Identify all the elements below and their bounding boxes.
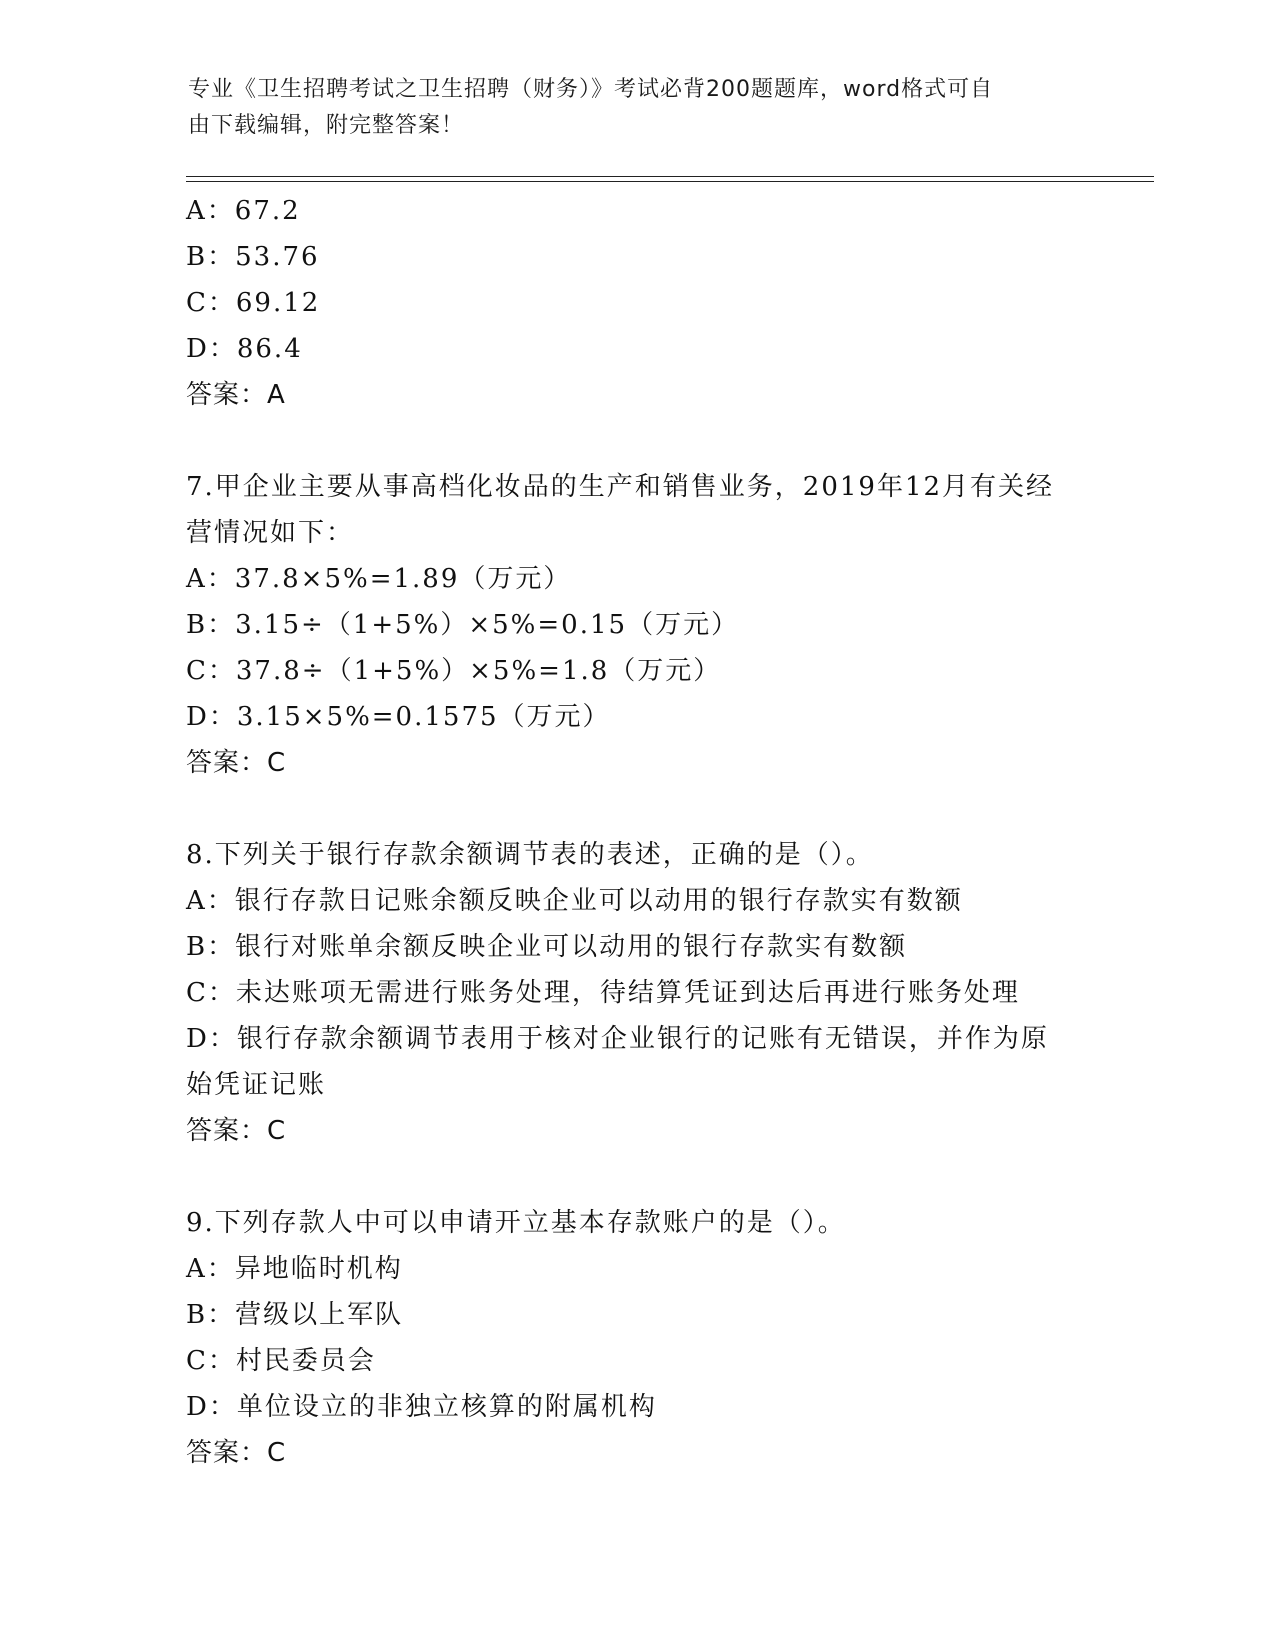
question-content bbox=[186, 188, 1086, 1476]
question-stem-line: 营情况如下： bbox=[186, 518, 355, 548]
option-a: A：银行存款日记账余额反映企业可以动用的银行存款实有数额 bbox=[186, 886, 963, 916]
header-line-1: 专业《卫生招聘考试之卫生招聘（财务）》考试必背200题题库，word格式可自 bbox=[188, 77, 994, 102]
spacer bbox=[186, 1154, 1086, 1200]
header-divider-top bbox=[186, 176, 1154, 177]
option-c: C：69.12 bbox=[186, 288, 321, 318]
question-9-block bbox=[186, 1200, 1086, 1476]
answer-line: 答案：C bbox=[186, 1116, 287, 1146]
question-stem-line: 9.下列存款人中可以申请开立基本存款账户的是（）。 bbox=[186, 1208, 846, 1238]
question-7-block bbox=[186, 464, 1086, 786]
option-a: A：67.2 bbox=[186, 196, 301, 226]
option-a: A：异地临时机构 bbox=[186, 1254, 403, 1284]
option-d: D：86.4 bbox=[186, 334, 303, 364]
answer-line: 答案：C bbox=[186, 1438, 287, 1468]
header-divider-bottom bbox=[186, 181, 1154, 182]
answer-line: 答案：C bbox=[186, 748, 287, 778]
header-line-2: 由下载编辑，附完整答案！ bbox=[188, 113, 465, 138]
option-c: C：37.8÷（1+5%）×5%=1.8（万元） bbox=[186, 656, 722, 686]
option-d: D：3.15×5%=0.1575（万元） bbox=[186, 702, 611, 732]
spacer bbox=[186, 786, 1086, 832]
option-a: A：37.8×5%=1.89（万元） bbox=[186, 564, 572, 594]
option-d: D：银行存款余额调节表用于核对企业银行的记账有无错误，并作为原 bbox=[186, 1024, 1049, 1054]
option-d-continued: 始凭证记账 bbox=[186, 1070, 327, 1100]
option-b: B：营级以上军队 bbox=[186, 1300, 404, 1330]
option-b: B：银行对账单余额反映企业可以动用的银行存款实有数额 bbox=[186, 932, 908, 962]
question-stem-line: 7.甲企业主要从事高档化妆品的生产和销售业务，2019年12月有关经 bbox=[186, 472, 1055, 502]
spacer bbox=[186, 418, 1086, 464]
answer-line: 答案：A bbox=[186, 380, 286, 410]
option-c: C：未达账项无需进行账务处理，待结算凭证到达后再进行账务处理 bbox=[186, 978, 1020, 1008]
option-c: C：村民委员会 bbox=[186, 1346, 376, 1376]
document-header bbox=[188, 72, 1068, 144]
question-stem-line: 8.下列关于银行存款余额调节表的表述，正确的是（）。 bbox=[186, 840, 874, 870]
option-b: B：53.76 bbox=[186, 242, 320, 272]
option-b: B：3.15÷（1+5%）×5%=0.15（万元） bbox=[186, 610, 740, 640]
prev-question-block bbox=[186, 188, 1086, 418]
option-d: D：单位设立的非独立核算的附属机构 bbox=[186, 1392, 657, 1422]
question-8-block bbox=[186, 832, 1086, 1154]
